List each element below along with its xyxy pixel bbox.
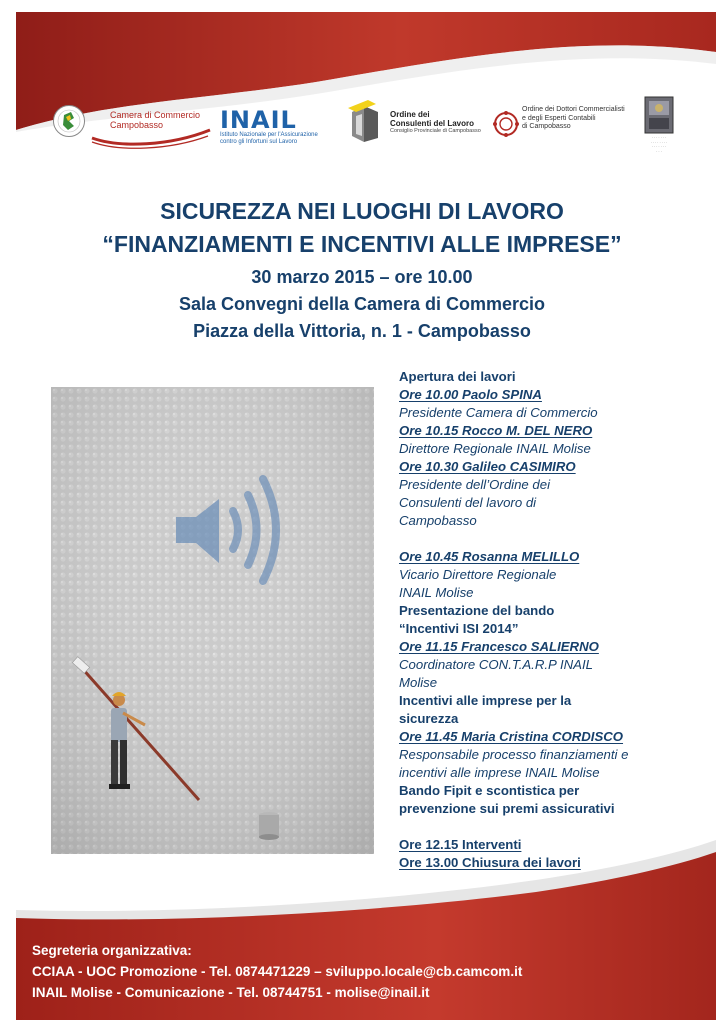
program-spacer (399, 818, 699, 836)
footer-contact-cciaa: CCIAA - UOC Promozione - Tel. 0874471229 – sviluppo.locale@cb.camcom.it (32, 964, 523, 979)
event-venue: Sala Convegni della Camera di Commercio (178, 294, 546, 314)
subtitle: “FINANZIAMENTI E INCENTIVI ALLE IMPRESE” (102, 231, 622, 257)
program-schedule (399, 368, 699, 872)
program-spacer (399, 530, 699, 548)
footer-contact-inail: INAIL Molise - Comunicazione - Tel. 08744751 - molise@inail.it (32, 985, 430, 1000)
session-5-topic-line-2: sicurezza (399, 711, 459, 726)
session-5-role-line-2: Molise (399, 675, 438, 690)
dottori-commercialisti-logo (492, 100, 632, 144)
inail-logo (220, 108, 328, 146)
camera-commercio-name: Camera di Commercio (110, 110, 201, 120)
paint-bucket-icon (259, 812, 279, 840)
program-interventi: Ore 12.15 Interventi (399, 837, 522, 852)
program-opening: Apertura dei lavori (399, 369, 516, 384)
session-3-role-line-1: Presidente dell’Ordine dei (399, 477, 551, 492)
session-4-role-line-1: Vicario Direttore Regionale (399, 567, 557, 582)
session-1-role: Presidente Camera di Commercio (399, 405, 598, 420)
program-closing: Ore 13.00 Chiusura dei lavori (399, 855, 581, 870)
consulenti-subtitle: Consiglio Provinciale di Campobasso (390, 128, 481, 134)
session-4-role-line-2: INAIL Molise (399, 585, 474, 600)
session-6-time-speaker: Ore 11.45 Maria Cristina CORDISCO (399, 729, 624, 744)
crest-logo: · · · · · · · · · · · · · · · · · · · · · · · · · (636, 96, 682, 158)
session-6-topic-line-2: prevenzione sui premi assicurativi (399, 801, 615, 816)
event-date: 30 marzo 2015 – ore 10.00 (251, 267, 473, 287)
footer-label: Segreteria organizzativa: (32, 943, 192, 958)
session-6-role-line-2: incentivi alle imprese INAIL Molise (399, 765, 600, 780)
dottori-title-2: e degli Esperti Contabili (522, 114, 596, 122)
session-3-role-line-3: Campobasso (399, 513, 477, 528)
session-3-role-line-2: Consulenti del lavoro di (399, 495, 537, 510)
session-1-time-speaker: Ore 10.00 Paolo SPINA (399, 387, 542, 402)
session-5-time-speaker: Ore 11.15 Francesco SALIERNO (399, 639, 599, 654)
inail-subtitle-2: contro gli Infortuni sul Lavoro (220, 139, 298, 145)
session-4-time-speaker: Ore 10.45 Rosanna MELILLO (399, 549, 580, 564)
logos-row (40, 94, 690, 166)
session-2-time-speaker: Ore 10.15 Rocco M. DEL NERO (399, 423, 593, 438)
session-3-time-speaker: Ore 10.30 Galileo CASIMIRO (399, 459, 576, 474)
dottori-title-3: di Campobasso (522, 123, 571, 130)
main-title: SICUREZZA NEI LUOGHI DI LAVORO (160, 198, 564, 224)
region-seal-logo (52, 104, 86, 138)
dottori-title-1: Ordine dei Dottori Commercialisti (522, 106, 625, 113)
session-5-topic-line-1: Incentivi alle imprese per la (399, 693, 572, 708)
consulenti-lavoro-logo (346, 98, 496, 150)
consulenti-title-1: Ordine dei (390, 110, 430, 119)
inail-subtitle-1: Istituto Nazionale per l'Assicurazione (220, 132, 318, 138)
inail-wordmark: INAIL (220, 106, 297, 134)
camera-commercio-logo (90, 108, 212, 152)
footer-contacts (32, 940, 692, 1003)
session-4-topic-line-2: “Incentivi ISI 2014” (399, 621, 519, 636)
session-5-role-line-1: Coordinatore CON.T.A.R.P INAIL (399, 657, 593, 672)
camera-commercio-city: Campobasso (110, 120, 164, 130)
worker-painting-photo (51, 387, 374, 854)
session-6-topic-line-1: Bando Fipit e scontistica per (399, 783, 580, 798)
consulenti-title-2: Consulenti del Lavoro (390, 119, 475, 128)
session-2-role: Direttore Regionale INAIL Molise (399, 441, 591, 456)
session-4-topic-line-1: Presentazione del bando (399, 603, 555, 618)
session-6-role-line-1: Responsabile processo finanziamenti e (399, 747, 629, 762)
event-address: Piazza della Vittoria, n. 1 - Campobasso (193, 321, 531, 341)
